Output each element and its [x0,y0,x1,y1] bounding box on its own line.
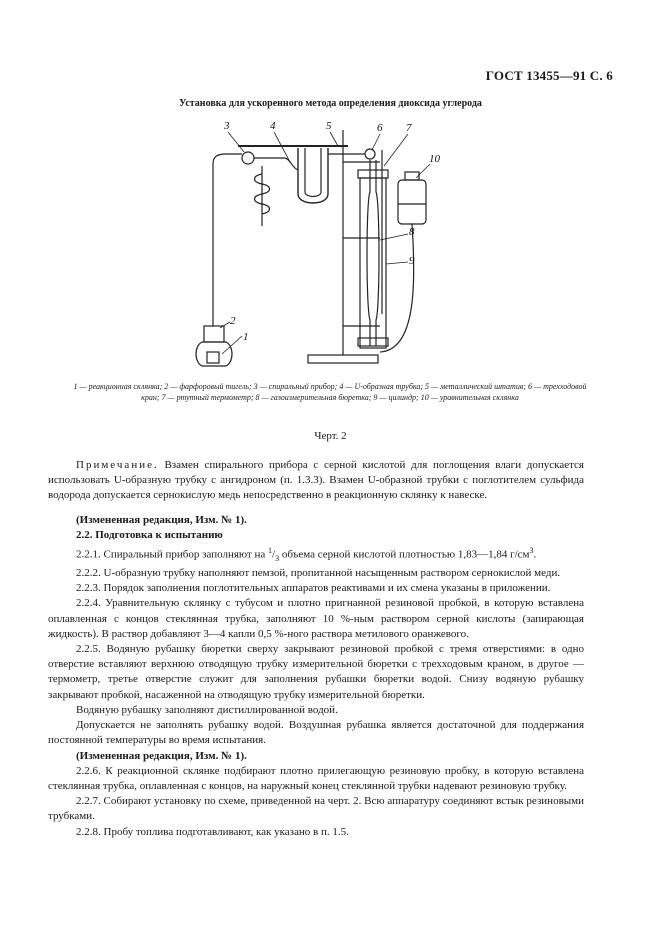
paragraph-2-2-7: 2.2.7. Собирают установку по схеме, приведенной на черт. 2. Всю аппаратуру соединяют встык резиновыми трубками. [48,795,584,823]
reaction-flask [196,342,232,366]
paragraph-2-2-6: 2.2.6. К реакционной склянке подбирают плотно прилегающую резиновую пробку, в которую вставлена стеклянная трубка, оплавленная с концов, на наружный конец стеклянной трубки надевают резиновую трубку. [48,764,584,792]
section-heading: 2.2. Подготовка к испытанию [76,528,223,541]
superscript: 3 [529,546,534,556]
page-header: ГОСТ 13455—91 С. 6 [485,68,613,83]
paragraph-2-2-4: 2.2.4. Уравнительную склянку с тубусом и плотно пригнанной резиновой пробкой, в которую вставлена оплавленная с концов стеклянная трубка, заполняют 10 %-ным раствором серной кислоты (запирающая жидкость). В раствор добавляют 3—4 капли 0,5 %-ного раствора метилового оранжевого. [48,597,584,640]
leader-line [330,132,338,146]
paragraph-2-2-8: 2.2.8. Пробу топлива подготавливают, как указано в п. 1.5. [76,825,349,838]
figure-label: 6 [377,122,383,134]
gas-burette [367,160,370,346]
paragraph-2-2-5: 2.2.5. Водяную рубашку бюретки сверху закрывают резиновой пробкой с тремя отверстиями: в одно отверстие вставляют верхнюю отводящую трубку измерительной бюретки с трехходовым краном, в другое — термометр, третье отверстие служит для заполнения рубашки бюретки водой. Снизу водяную рубашку закрывают пробкой, насаженной на отводящую трубку измерительной бюретки. [48,643,584,701]
fraction-denominator: 3 [275,553,280,563]
figure-label: 9 [409,255,415,267]
figure-label: 5 [326,120,332,132]
revision-note: (Измененная редакция, Изм. № 1). [76,749,247,762]
paragraph-2-2-2: 2.2.2. U-образную трубку наполняют пемзой, пропитанной насыщенным раствором сернокислой меди. [76,567,561,580]
note-text: Взамен спирального прибора с серной кислотой для поглощения влаги допускается использовать U-образную трубку с ангидроном (п. 1.3.3). Взамен U-образной трубки с поглотителем сульфида водорода допускается сернокислую медь непосредственно в реакционную склянку к навеске. [48,459,584,502]
revision-note: (Измененная редакция, Изм. № 1). [76,513,247,526]
figure-label: 8 [409,226,415,238]
paragraph-2-2-5-c: Допускается не заполнять рубашку водой. Воздушная рубашка является достаточной для поддержания постоянной температуры во время испытания. [48,719,584,747]
figure-label: 10 [429,153,440,165]
rubber-hose [380,224,414,352]
leader-line [416,164,430,178]
figure-label: 2 [230,315,236,327]
note-paragraph [48,458,584,504]
paragraph-text: 2.2.1. Спиральный прибор заполняют на [76,548,269,561]
apparatus-diagram [180,114,480,376]
stand-base [308,355,378,363]
figure-label: 4 [270,120,276,132]
leader-line [372,134,380,150]
cylinder-bottom-stopper [358,338,388,346]
leader-line [228,132,244,152]
figure-number: Черт. 2 [314,430,347,442]
figure-label: 1 [243,331,249,343]
cylinder-top-stopper [358,170,388,178]
leader-line [380,234,408,240]
fraction-numerator: 1 [268,546,273,556]
u-tube-inner [305,148,321,197]
paragraph-2-2-1: 2.2.1. Спиральный прибор заполняют на $^1/_3$ объема серной кислотой плотностью 1,83—1,84 $г/см^3$. [76,546,537,563]
paragraph-2-2-5-b: Водяную рубашку заполняют дистиллированной водой. [76,703,338,716]
figure-label: 3 [224,120,230,132]
note-label: Примечание. [76,459,159,471]
u-tube [298,148,328,203]
three-way-cock [365,149,375,159]
document-body [48,458,584,840]
figure-label: 7 [406,122,412,134]
leader-line [384,134,408,166]
figure-title: Установка для ускоренного метода определения диоксида углерода [179,98,482,109]
spiral-device-bulb [242,152,254,164]
paragraph-2-2-3: 2.2.3. Порядок заполнения поглотительных аппаратов реактивами и их смена указаны в приложении. [76,582,551,595]
gas-burette [376,160,379,346]
porcelain-crucible [207,352,219,363]
leveling-flask-neck [405,172,419,180]
connecting-tube [284,158,298,170]
paragraph-text: . [533,548,537,561]
figure-caption: 1 — реакционная склянка; 2 — фарфоровый тигель; 3 — спиральный прибор; 4 — U-образная трубка; 5 — металлический штатив; 6 — трехходовой кран; 7 — ртутный термометр; 8 — газоизмерительная бюретка; 9 — цилиндр; 10 — уравнительная склянка [73,382,587,402]
leader-line [220,322,230,328]
leveling-flask [398,180,426,224]
flask-stopper [204,326,224,342]
connecting-tube [213,154,242,326]
leader-line [386,262,408,264]
paragraph-text: объема серной кислотой плотностью 1,83—1,84 г/см [279,548,530,561]
